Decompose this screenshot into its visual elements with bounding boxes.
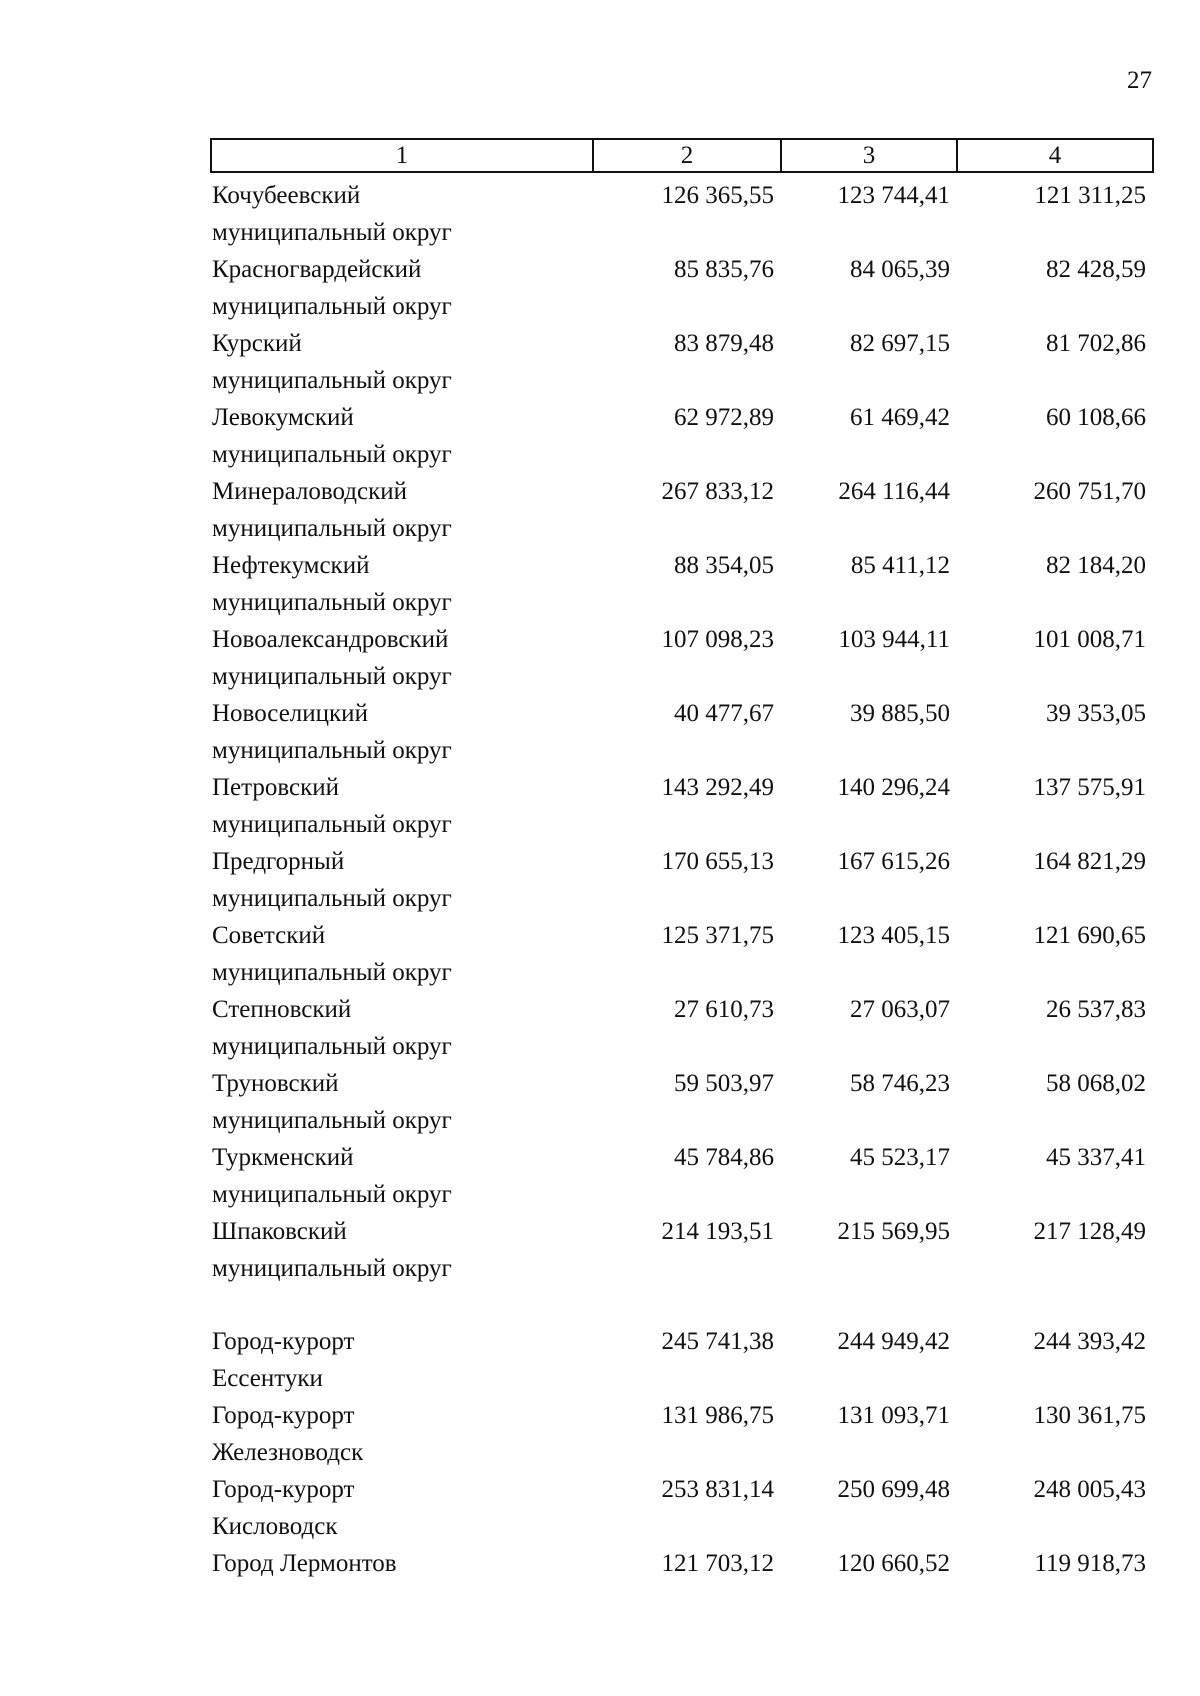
row-value-v3: 101 008,71 [1033, 626, 1146, 653]
row-name-line: Город-курорт [212, 1328, 355, 1355]
row-value-v1: 253 831,14 [661, 1476, 774, 1503]
table-row [210, 251, 1154, 325]
row-value-v1: 83 879,48 [674, 330, 774, 357]
row-value-v2: 103 944,11 [838, 626, 950, 653]
row-name [210, 547, 590, 621]
row-value-v1: 27 610,73 [674, 996, 774, 1023]
row-name [210, 1471, 590, 1545]
row-value-v2: 84 065,39 [850, 256, 950, 283]
row-value-v2: 167 615,26 [837, 848, 950, 875]
row-value-v1: 170 655,13 [661, 848, 774, 875]
row-name-line: муниципальный округ [212, 367, 452, 394]
row-name-line: муниципальный округ [212, 293, 452, 320]
row-name-line: муниципальный округ [212, 1255, 452, 1282]
table-row [210, 843, 1154, 917]
table-row [210, 769, 1154, 843]
table-row [210, 325, 1154, 399]
row-name [210, 177, 590, 251]
row-value-v2: 58 746,23 [850, 1070, 950, 1097]
row-value-v3: 248 005,43 [1033, 1476, 1146, 1503]
table-header-row [210, 138, 1154, 173]
row-value-v1: 121 703,12 [661, 1550, 774, 1577]
row-value-v2: 131 093,71 [837, 1402, 950, 1429]
row-name-line: Минераловодский [212, 478, 408, 505]
row-value-v3: 39 353,05 [1046, 700, 1146, 727]
table-row [210, 1323, 1154, 1397]
row-name-line: Шпаковский [212, 1218, 347, 1245]
table-row [210, 1213, 1154, 1287]
row-name-line: муниципальный округ [212, 737, 452, 764]
row-name-line: Советский [212, 922, 326, 949]
row-value-v3: 260 751,70 [1033, 478, 1146, 505]
column-header-3: 3 [780, 140, 956, 171]
row-value-v2: 244 949,42 [837, 1328, 950, 1355]
row-name [210, 1065, 590, 1139]
table-row [210, 991, 1154, 1065]
row-name-line: муниципальный округ [212, 515, 452, 542]
row-value-v2: 27 063,07 [850, 996, 950, 1023]
row-name-line: Левокумский [212, 404, 354, 431]
row-name [210, 251, 590, 325]
row-value-v3: 60 108,66 [1046, 404, 1146, 431]
row-name-line: Предгорный [212, 848, 345, 875]
row-name-line: муниципальный округ [212, 441, 452, 468]
row-name-line: Петровский [212, 774, 340, 801]
table-row [210, 1545, 1154, 1582]
row-value-v3: 137 575,91 [1033, 774, 1146, 801]
row-name-line: Ессентуки [212, 1365, 323, 1392]
row-name-line: муниципальный округ [212, 1107, 452, 1134]
row-name [210, 1545, 590, 1582]
row-value-v2: 85 411,12 [850, 552, 950, 579]
row-value-v1: 59 503,97 [674, 1070, 774, 1097]
row-name-line: Новоселицкий [212, 700, 368, 727]
page-number: 27 [1127, 67, 1152, 94]
table-body [210, 177, 1154, 1582]
row-name-line: Город-курорт [212, 1476, 355, 1503]
table-row [210, 695, 1154, 769]
row-value-v1: 245 741,38 [661, 1328, 774, 1355]
row-name-line: Труновский [212, 1070, 339, 1097]
row-name [210, 991, 590, 1065]
row-name-line: Степновский [212, 996, 352, 1023]
row-value-v3: 121 311,25 [1034, 182, 1146, 209]
row-value-v3: 244 393,42 [1033, 1328, 1146, 1355]
column-header-2: 2 [592, 140, 780, 171]
row-value-v1: 125 371,75 [661, 922, 774, 949]
row-value-v3: 130 361,75 [1033, 1402, 1146, 1429]
row-value-v1: 85 835,76 [674, 256, 774, 283]
row-value-v3: 82 428,59 [1046, 256, 1146, 283]
table-row [210, 1397, 1154, 1471]
row-name-line: Кисловодск [212, 1513, 338, 1540]
row-value-v3: 45 337,41 [1046, 1144, 1146, 1171]
row-name-line: Кочубеевский [212, 182, 361, 209]
row-name-line: Курский [212, 330, 302, 357]
row-value-v1: 131 986,75 [661, 1402, 774, 1429]
row-value-v3: 58 068,02 [1046, 1070, 1146, 1097]
row-value-v1: 88 354,05 [674, 552, 774, 579]
row-name [210, 769, 590, 843]
row-value-v3: 119 918,73 [1034, 1550, 1146, 1577]
table-row [210, 399, 1154, 473]
row-name-line: муниципальный округ [212, 885, 452, 912]
row-value-v2: 120 660,52 [837, 1550, 950, 1577]
row-value-v1: 126 365,55 [661, 182, 774, 209]
row-name [210, 695, 590, 769]
row-name [210, 473, 590, 547]
row-name [210, 325, 590, 399]
row-value-v3: 164 821,29 [1033, 848, 1146, 875]
row-value-v2: 82 697,15 [850, 330, 950, 357]
table-row [210, 917, 1154, 991]
row-name [210, 1139, 590, 1213]
row-value-v1: 45 784,86 [674, 1144, 774, 1171]
table-row [210, 1139, 1154, 1213]
row-value-v1: 143 292,49 [661, 774, 774, 801]
row-name [210, 1397, 590, 1471]
row-value-v2: 250 699,48 [837, 1476, 950, 1503]
row-name-line: Нефтекумский [212, 552, 370, 579]
row-name-line: Туркменский [212, 1144, 354, 1171]
row-value-v2: 215 569,95 [837, 1218, 950, 1245]
row-value-v3: 81 702,86 [1046, 330, 1146, 357]
row-value-v3: 82 184,20 [1046, 552, 1146, 579]
table-row [210, 547, 1154, 621]
row-name [210, 399, 590, 473]
row-value-v2: 123 744,41 [837, 182, 950, 209]
row-value-v2: 61 469,42 [850, 404, 950, 431]
column-header-4: 4 [956, 140, 1152, 171]
row-name-line: муниципальный округ [212, 1181, 452, 1208]
row-name-line: Железноводск [212, 1439, 364, 1466]
row-name-line: муниципальный округ [212, 589, 452, 616]
row-name-line: муниципальный округ [212, 219, 452, 246]
row-value-v2: 39 885,50 [850, 700, 950, 727]
table-row [210, 1065, 1154, 1139]
row-value-v2: 140 296,24 [837, 774, 950, 801]
row-value-v3: 26 537,83 [1046, 996, 1146, 1023]
column-header-1: 1 [395, 141, 409, 169]
table-row [210, 473, 1154, 547]
row-name [210, 917, 590, 991]
row-value-v3: 217 128,49 [1033, 1218, 1146, 1245]
row-name-line: муниципальный округ [212, 959, 452, 986]
row-value-v1: 40 477,67 [674, 700, 774, 727]
row-name [210, 1323, 590, 1397]
row-value-v1: 214 193,51 [661, 1218, 774, 1245]
row-name-line: Город-курорт [212, 1402, 355, 1429]
row-value-v3: 121 690,65 [1033, 922, 1146, 949]
table-row [210, 1471, 1154, 1545]
row-value-v2: 264 116,44 [838, 478, 950, 505]
row-name [210, 843, 590, 917]
row-name-line: Новоалександровский [212, 626, 449, 653]
row-name-line: муниципальный округ [212, 1033, 452, 1060]
row-name-line: муниципальный округ [212, 663, 452, 690]
table-row [210, 621, 1154, 695]
row-name [210, 1213, 590, 1287]
section-gap [210, 1287, 1154, 1323]
data-table [210, 138, 1154, 1582]
row-value-v1: 62 972,89 [674, 404, 774, 431]
row-value-v1: 267 833,12 [661, 478, 774, 505]
table-row [210, 177, 1154, 251]
row-name-line: Город Лермонтов [212, 1550, 397, 1577]
row-value-v2: 123 405,15 [837, 922, 950, 949]
row-name-line: муниципальный округ [212, 811, 452, 838]
row-name [210, 621, 590, 695]
row-name-line: Красногвардейский [212, 256, 422, 283]
row-value-v2: 45 523,17 [850, 1144, 950, 1171]
row-value-v1: 107 098,23 [661, 626, 774, 653]
